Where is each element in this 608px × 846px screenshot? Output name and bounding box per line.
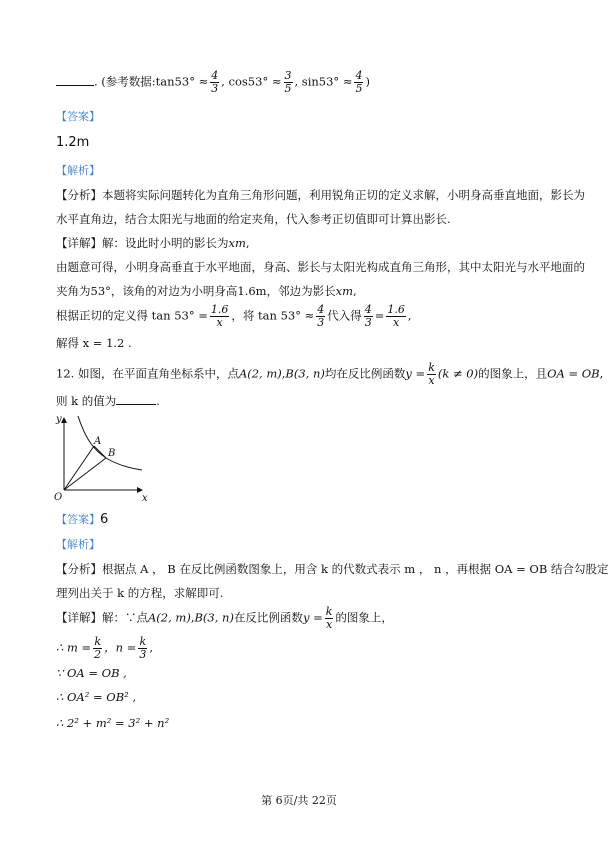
xj2-line-5: ∴ 2² + m² = 3² + n² bbox=[56, 716, 170, 730]
question-12: 12. 如图，在平面直角坐标系中，点A(2, m),B(3, n)均在反比例函数y = $\frac{k}{x}$ (k ≠ 0)的图象上，且OA = OB, bbox=[56, 361, 604, 387]
xj2-line-1: 【详解】解：∵点A(2, m),B(3, n)在反比例函数y = $\frac{k}{x}$ 的图象上， bbox=[56, 605, 393, 631]
fenxi2-line-1: 【分析】根据点 A ， B 在反比例函数图象上，用含 k 的代数式表示 m ， n ，再根据 OA = OB 结合勾股定 bbox=[56, 562, 608, 576]
ref-tan-fraction: $\frac{4}{3}$ bbox=[211, 69, 219, 95]
xj2-line-3: ∵ OA = OB , bbox=[56, 666, 127, 680]
analysis2-tag: 【解析】 bbox=[56, 538, 100, 551]
label-a: A bbox=[94, 436, 102, 447]
segment-ab bbox=[94, 446, 106, 458]
hyperbola-curve bbox=[78, 416, 142, 470]
answer-blank-12 bbox=[116, 403, 156, 405]
analysis-tag: 【解析】 bbox=[56, 164, 100, 177]
xiangjie-line-1: 【详解】解：设此时小明的影长为xm, bbox=[56, 236, 250, 250]
ref-cos-fraction: $\frac{3}{5}$ bbox=[284, 69, 292, 95]
fenxi-line-1: 【分析】本题将实际问题转化为直角三角形问题，利用锐角正切的定义求解，小明身高垂直地面，影长为 bbox=[56, 188, 585, 202]
ref-tan: tan53° ≈ bbox=[155, 74, 209, 89]
xiangjie-line-3: 夹角为53°，该角的对边为小明身高1.6m，邻边为影长xm, bbox=[56, 284, 357, 298]
answer2-value: 6 bbox=[100, 512, 109, 527]
xiangjie-line-5: 解得 x = 1.2 . bbox=[56, 336, 132, 350]
question-12-line-2: 则 k 的值为 . bbox=[56, 394, 160, 408]
ref-sin: , sin53° ≈ bbox=[294, 74, 353, 89]
ref-cos: , cos53° ≈ bbox=[221, 74, 282, 89]
segment-ob bbox=[64, 458, 106, 490]
answer2-line: 【答案】6 bbox=[56, 512, 109, 527]
reference-data-line: . (参考数据:tan53° ≈ $\frac{4}{3}$ , cos53° ≈ $\frac{3}{5}$ , sin53° ≈ $\frac{4}{5}$ ) bbox=[56, 70, 370, 95]
fenxi2-line-2: 理列出关于 k 的方程，求解即可. bbox=[56, 586, 224, 600]
xj2-line-4: ∴ OA² = OB² , bbox=[56, 690, 137, 704]
answer-tag: 【答案】 bbox=[56, 110, 100, 123]
label-b: B bbox=[108, 448, 116, 459]
xiangjie-line-4: 根据正切的定义得 tan 53° = $\frac{1.6}{x}$ ，将 tan 53° ≈ $\frac{4}{3}$ 代入得 $\frac{4}{3}$ = $\frac{1.6}{x}$ , bbox=[56, 303, 412, 329]
ref-sin-fraction: $\frac{4}{5}$ bbox=[355, 69, 363, 95]
xiangjie-line-2: 由题意可得，小明身高垂直于水平地面，身高、影长与太阳光构成直角三角形，其中太阳光与水平地面的 bbox=[56, 260, 585, 274]
answer-blank bbox=[56, 84, 94, 86]
label-x: x bbox=[142, 493, 148, 504]
xj2-line-2: ∴ m = $\frac{k}{2}$ ，n = $\frac{k}{3}$ , bbox=[56, 635, 154, 661]
coordinate-graph bbox=[50, 410, 160, 502]
fenxi-line-2: 水平直角边，结合太阳光与地面的给定夹角，代入参考正切值即可计算出影长. bbox=[56, 212, 451, 226]
page-footer: 第 6页/共 22页 bbox=[261, 794, 337, 807]
segment-oa bbox=[64, 446, 94, 490]
answer-value: 1.2m bbox=[56, 135, 90, 150]
label-o: O bbox=[54, 492, 63, 503]
label-y: y bbox=[56, 414, 62, 425]
ref-prefix: . (参考数据: bbox=[94, 74, 156, 89]
